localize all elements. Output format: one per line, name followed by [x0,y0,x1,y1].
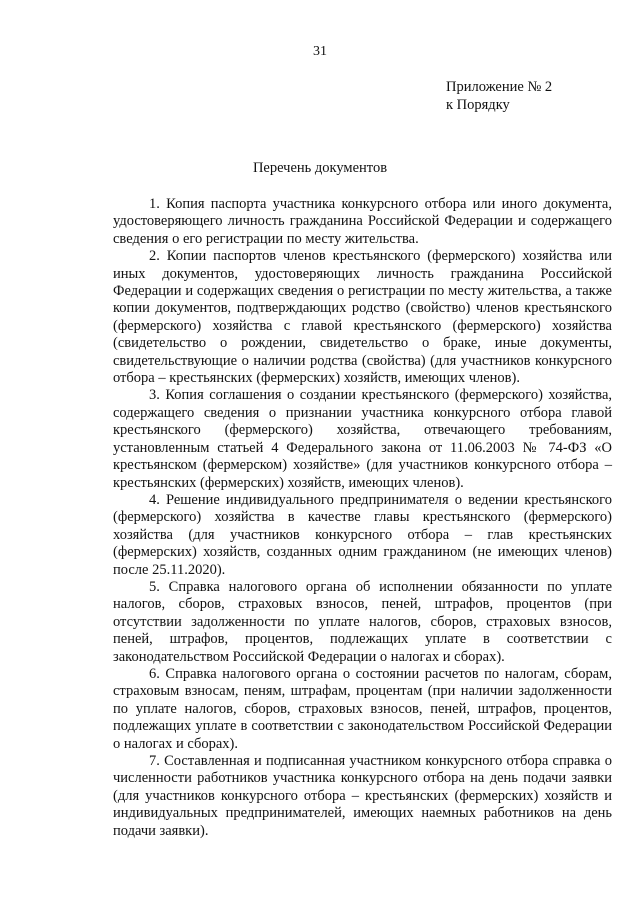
document-title: Перечень документов [252,160,388,176]
list-item-3: 3. Копия соглашения о создании крестьянского (фермерского) хозяйства, содержащего сведения о признании участника конкурсного отбора главой крестьянского (фермерского) хозяйства, отвечающего требованиям, установленным статьей 4 Федерального закона от 11.06.2003 № 74-ФЗ «О крестьянском (фермерском) хозяйстве» (для участников конкурсного отбора – крестьянских (фермерских) хозяйств, имеющих членов). [113,387,612,491]
page-number: 31 [313,44,327,59]
appendix-line-1: Приложение № 2 [446,79,553,95]
list-item-6: 6. Справка налогового органа о состоянии расчетов по налогам, сборам, страховым взносам, пеням, штрафам, процентам (при наличии задолженности по уплате налогов, сборов, страховых взносов, пеней, штрафов, процентов, подлежащих уплате в соответствии с законодательством Российской Федерации о налогах и сборах). [113,665,612,752]
list-item-5: 5. Справка налогового органа об исполнении обязанности по уплате налогов, сборов, страховых взносов, пеней, штрафов, процентов (при отсутствии задолженности по уплате налогов, сборов, страховых взносов, пеней, штрафов, процентов, подлежащих уплате в соответствии с законодательством Российской Федерации о налогах и сборах). [113,578,612,665]
list-item-2: 2. Копии паспортов членов крестьянского (фермерского) хозяйства или иных документов, удостоверяющих личность гражданина Российской Федерации и содержащих сведения о регистрации по месту жительства, а также копии документов, подтверждающих родство (свойство) членов крестьянского (фермерского) хозяйства с главой крестьянского (фермерского) хозяйства (свидетельство о рождении, свидетельство о браке, иные документы, свидетельствующие о наличии родства (свойства) (для участников конкурсного отбора – крестьянских (фермерских) хозяйств, имеющих членов). [113,248,612,387]
document-body [113,196,612,840]
list-item-4: 4. Решение индивидуального предпринимателя о ведении крестьянского (фермерского) хозяйства в качестве главы крестьянского (фермерского) хозяйства (для участников конкурсного отбора – глав крестьянских (фермерских) хозяйств, созданных одним гражданином (не имеющих членов) после 25.11.2020). [113,491,612,578]
list-item-7: 7. Составленная и подписанная участником конкурсного отбора справка о численности работников участника конкурсного отбора на день подачи заявки (для участников конкурсного отбора – крестьянских (фермерских) хозяйств и индивидуальных предпринимателей, имеющих наемных работников на день подачи заявки). [113,753,612,839]
list-item-1: 1. Копия паспорта участника конкурсного отбора или иного документа, удостоверяющего личность гражданина Российской Федерации и содержащего сведения о его регистрации по месту жительства. [113,196,612,247]
appendix-note [446,78,552,114]
appendix-line-2: к Порядку [446,97,510,113]
